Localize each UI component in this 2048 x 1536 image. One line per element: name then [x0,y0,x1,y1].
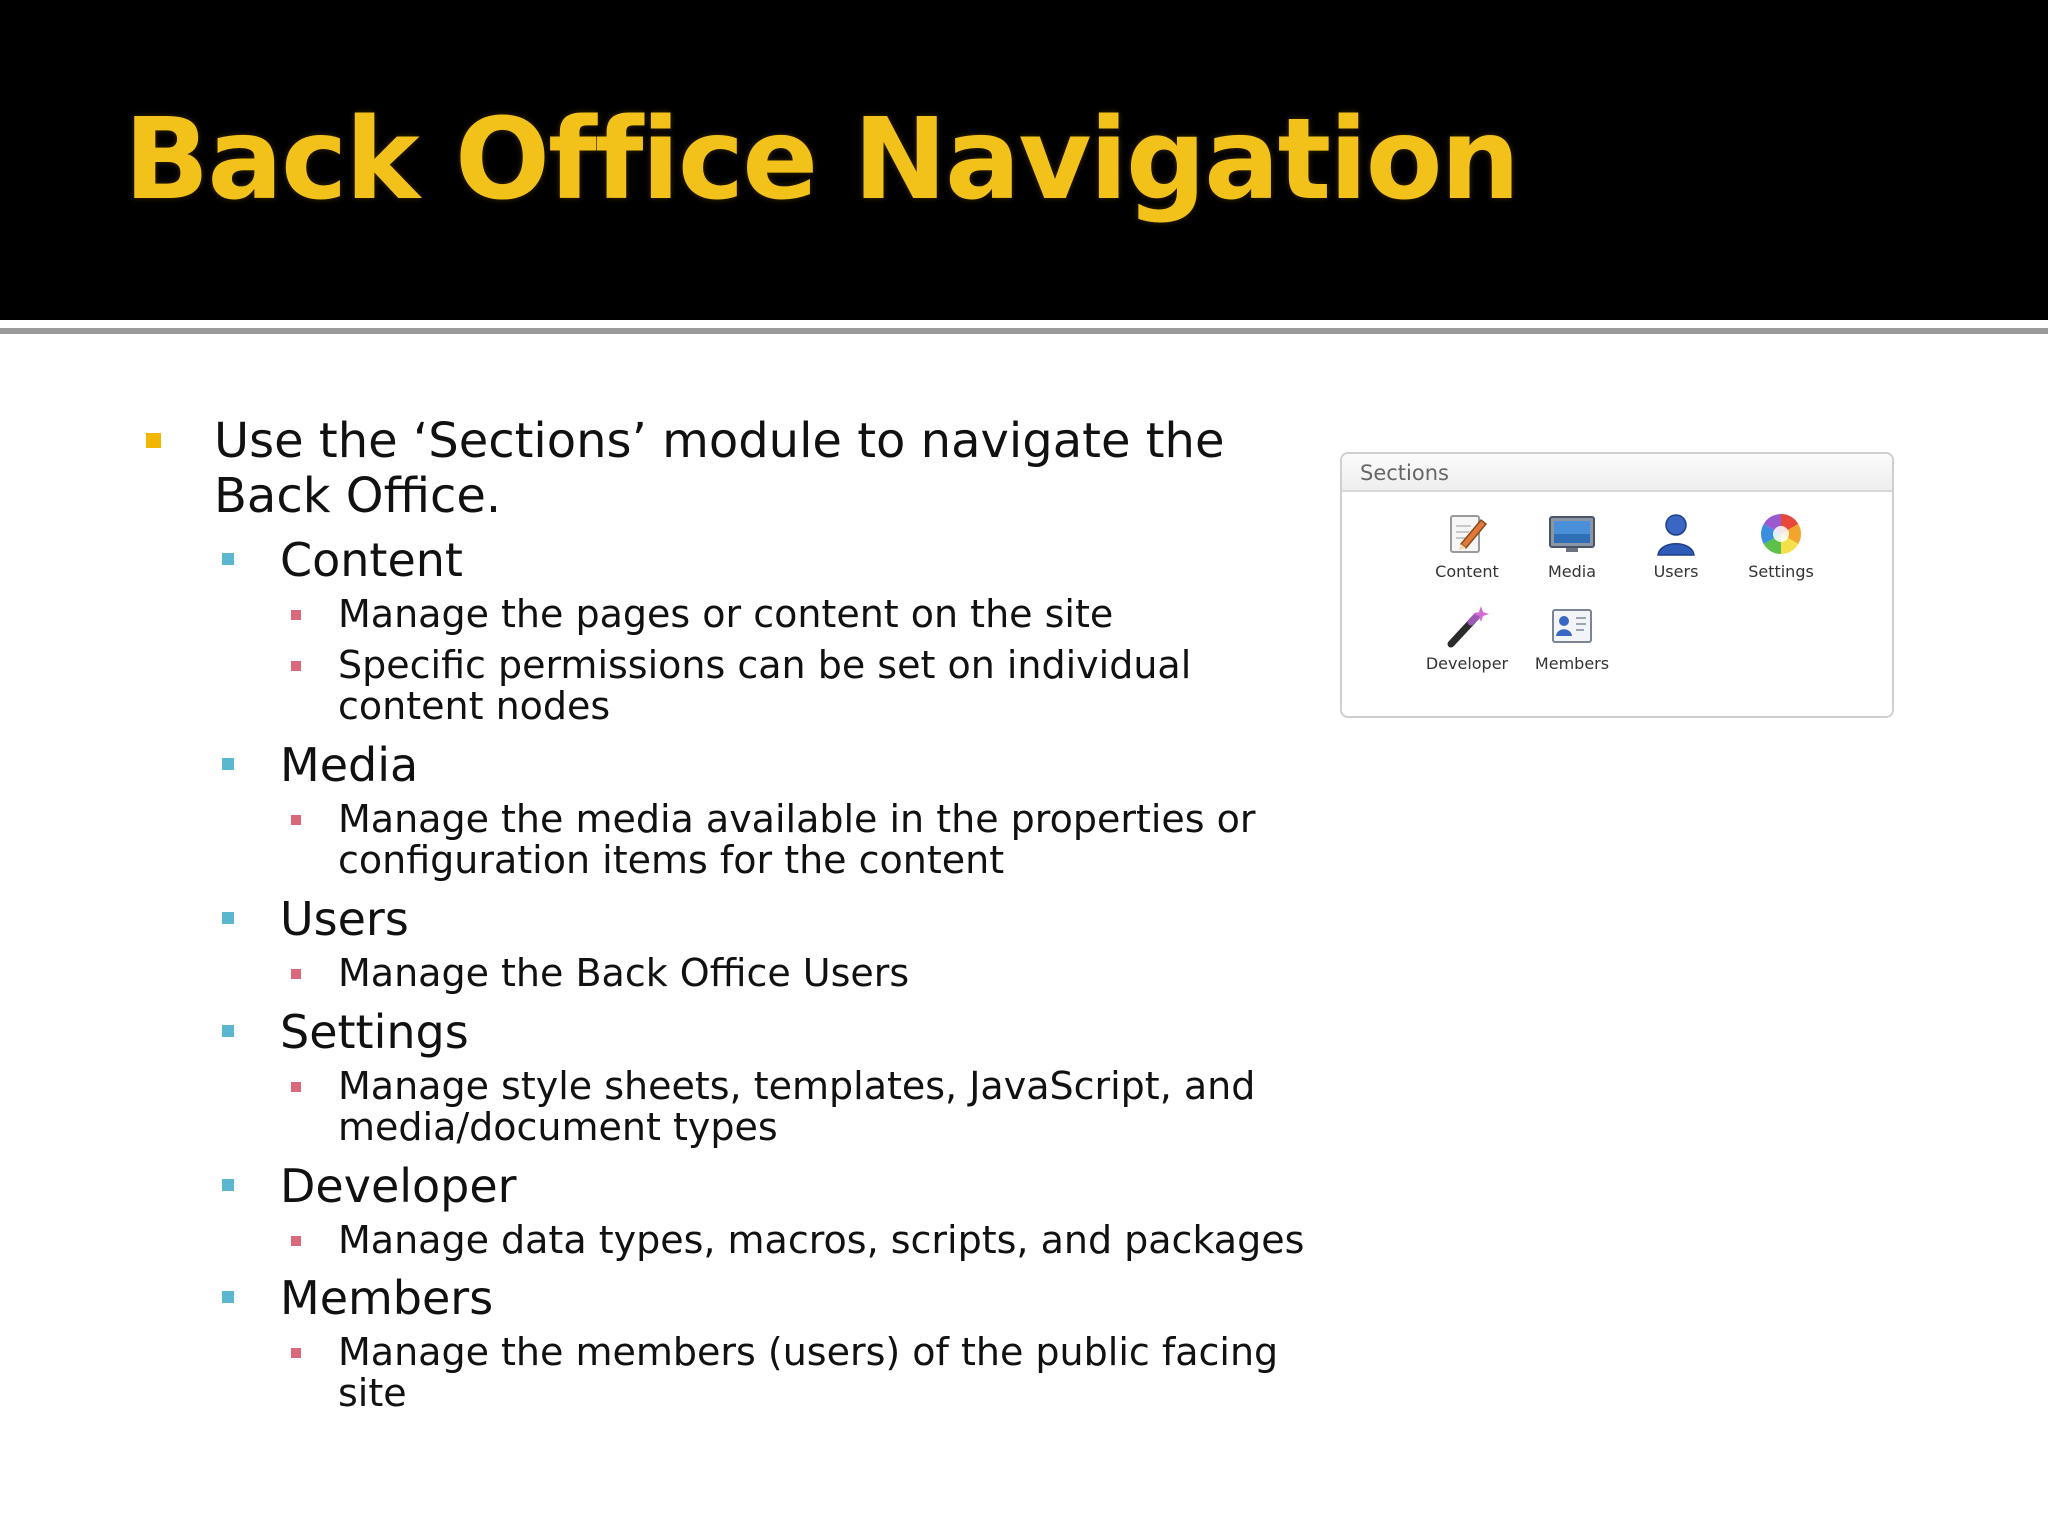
section-detail: Manage the Back Office Users [338,951,910,995]
pencil-document-icon [1443,510,1491,558]
section-tile-developer[interactable] [1417,602,1517,673]
bullet-square [291,1082,301,1092]
section-name-developer: Developer [280,1159,517,1213]
color-wheel-icon [1757,510,1805,558]
bullet-square [222,1291,234,1303]
sections-panel [1340,452,1894,718]
bullet-square [222,553,234,565]
bullet-square [222,1179,234,1191]
magic-wand-icon [1443,602,1491,650]
section-tile-label: Users [1653,562,1699,581]
main-point: Use the ‘Sections’ module to navigate the Back Office. [214,413,1225,524]
section-detail: Manage the members (users) of the public facing site [338,1330,1279,1415]
section-tile-label: Members [1534,654,1610,673]
section-detail: Manage the pages or content on the site [338,592,1114,636]
monitor-icon [1548,510,1596,558]
section-name-settings: Settings [280,1005,469,1059]
section-tile-media[interactable] [1522,510,1622,581]
bullet-square [291,969,301,979]
section-name-members: Members [280,1271,494,1325]
bullet-square [146,433,161,448]
section-tile-members[interactable] [1522,602,1622,673]
section-tile-label: Settings [1748,562,1814,581]
section-tile-content[interactable] [1417,510,1517,581]
user-icon [1652,510,1700,558]
section-name-media: Media [280,738,419,792]
section-tile-label: Developer [1425,654,1509,673]
section-detail: Specific permissions can be set on individual content nodes [338,643,1192,728]
bullet-square [291,1348,301,1358]
section-tile-users[interactable] [1626,510,1726,581]
section-detail: Manage the media available in the properties or configuration items for the content [338,797,1256,882]
section-tile-label: Content [1435,562,1499,581]
bullet-square [291,1236,301,1246]
bullet-square [222,758,234,770]
member-card-icon [1548,602,1596,650]
slide-title: Back Office Navigation [124,95,1519,225]
section-tile-settings[interactable] [1731,510,1831,581]
bullet-square [291,661,301,671]
bullet-square [222,1025,234,1037]
bullet-square [291,610,301,620]
section-detail: Manage data types, macros, scripts, and packages [338,1218,1305,1262]
section-name-users: Users [280,892,409,946]
section-name-content: Content [280,533,463,587]
bullet-square [291,815,301,825]
sections-panel-title: Sections [1342,454,1892,492]
section-detail: Manage style sheets, templates, JavaScript, and media/document types [338,1064,1256,1149]
bullet-square [222,912,234,924]
section-tile-label: Media [1547,562,1597,581]
